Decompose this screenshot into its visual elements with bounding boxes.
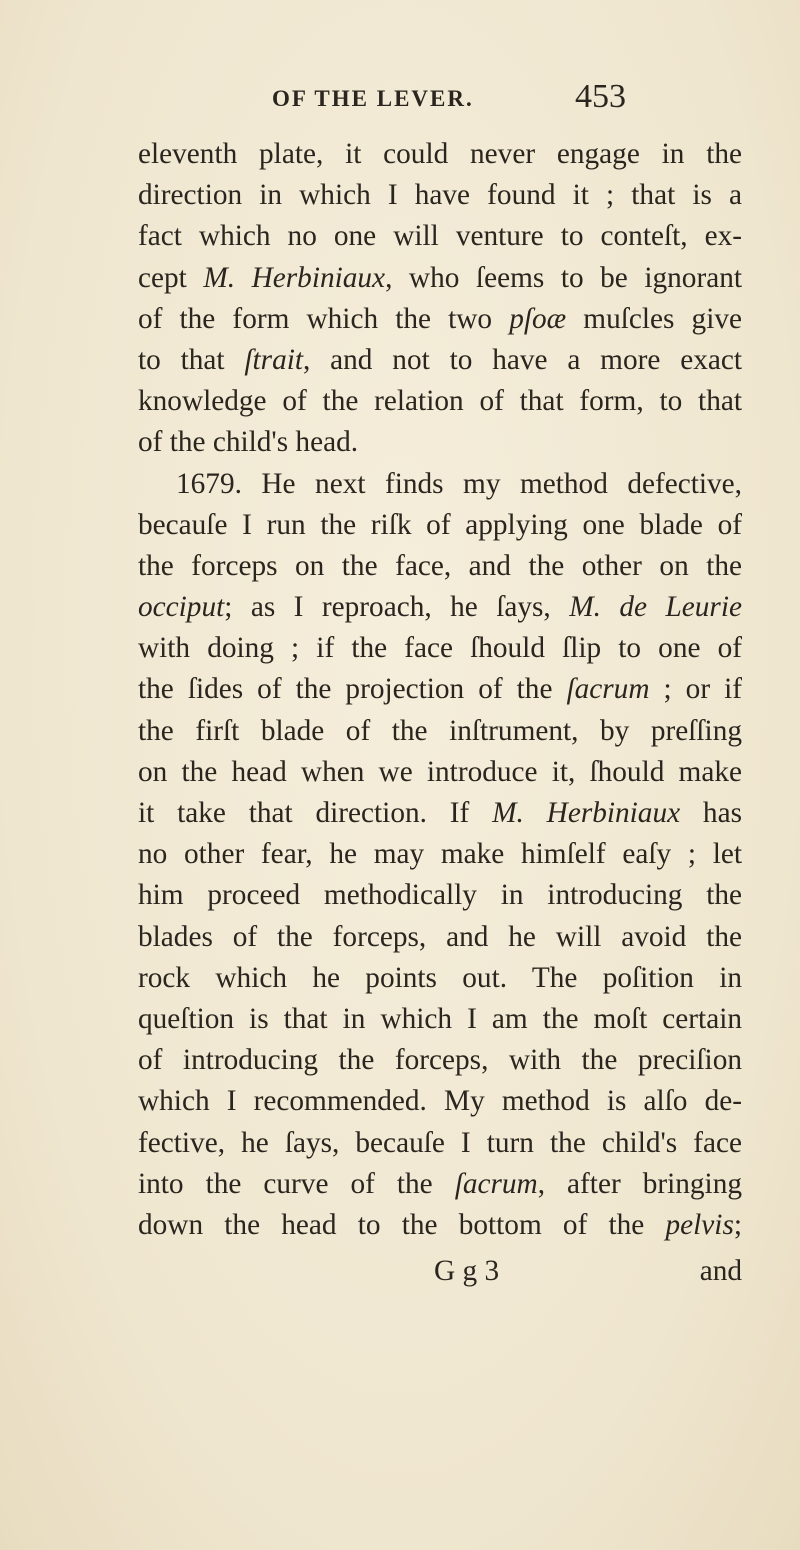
text-run: it take that direction. If: [138, 797, 493, 829]
text-run: , who ſeems to be ignorant: [385, 261, 742, 294]
text-run: no other fear, he may make himſelf eaſy ; let: [138, 838, 742, 871]
text-line: [138, 1205, 742, 1246]
text-line: [138, 546, 742, 587]
italic-text: ſacrum: [566, 673, 650, 706]
italic-text: occiput: [138, 591, 225, 624]
text-run: rock which he points out. The poſition in: [138, 961, 742, 994]
text-line: [138, 505, 742, 546]
text-run: of the child's head.: [138, 426, 359, 459]
text-run: to that: [138, 343, 245, 376]
text-run: , after bringing: [537, 1167, 742, 1200]
text-line: [138, 1081, 742, 1122]
running-title: OF THE LEVER.: [272, 86, 474, 111]
text-line: [138, 669, 742, 710]
text-line: [138, 752, 742, 793]
text-line: [138, 793, 742, 834]
text-run: knowledge of the relation of that form, to that: [138, 385, 742, 418]
text-run: him proceed methodically in introducing the: [138, 879, 742, 912]
text-run: the forceps on the face, and the other on the: [138, 549, 742, 582]
text-line: [138, 958, 742, 999]
text-line: [138, 711, 742, 752]
signature-mark: G g 3: [434, 1255, 500, 1287]
text-run: fective, he ſays, becauſe I turn the child's face: [138, 1126, 742, 1159]
text-line: [138, 340, 742, 381]
text-run: muſcles give: [566, 302, 742, 335]
italic-text: ſacrum: [454, 1167, 538, 1200]
text-line: [138, 1164, 742, 1205]
italic-text: pelvis: [665, 1208, 734, 1241]
text-run: has: [680, 797, 742, 829]
text-run: the ſides of the projection of the: [138, 673, 567, 706]
text-line: [138, 628, 742, 669]
text-line: [138, 381, 742, 422]
page-number: 453: [575, 78, 626, 115]
text-run: which I recommended. My method is alſo de-: [138, 1085, 742, 1118]
text-line: [138, 134, 742, 175]
text-run: ;: [733, 1208, 742, 1241]
text-run: of introducing the forceps, with the preciſion: [138, 1044, 742, 1077]
text-run: , and not to have a more exact: [303, 343, 742, 376]
text-run: of the form which the two: [138, 302, 510, 335]
italic-text: ſtrait: [244, 343, 303, 376]
text-line: [138, 216, 742, 257]
text-run: the firſt blade of the inſtrument, by preſſing: [138, 714, 742, 747]
text-run: down the head to the bottom of the: [138, 1208, 666, 1241]
text-run: direction in which I have found it ; that is a: [138, 179, 742, 212]
text-line: [138, 1123, 742, 1164]
text-line: [138, 999, 742, 1040]
text-run: with doing ; if the face ſhould ſlip to one of: [138, 632, 742, 665]
text-line: [138, 464, 742, 505]
italic-text: M. Herbiniaux: [203, 261, 386, 294]
text-run: on the head when we introduce it, ſhould make: [138, 755, 742, 788]
text-run: cept: [138, 261, 204, 294]
text-run: becauſe I run the riſk of applying one blade of: [138, 508, 742, 541]
text-line: [138, 258, 742, 299]
italic-text: pſoæ: [509, 302, 567, 335]
text-line: [138, 175, 742, 216]
text-run: 1679. He next finds my method defective,: [176, 467, 742, 500]
text-line: [138, 587, 742, 628]
text-run: ; as I reproach, he ſays,: [224, 591, 570, 624]
running-head: [0, 78, 800, 128]
italic-text: M. de Leurie: [569, 591, 742, 624]
text-run: fact which no one will venture to conteſt, ex-: [138, 220, 742, 253]
text-run: queſtion is that in which I am the moſt certain: [138, 1002, 742, 1035]
text-line: [138, 917, 742, 958]
text-line: [138, 834, 742, 875]
text-line: [138, 422, 742, 463]
text-run: eleventh plate, it could never engage in the: [138, 138, 742, 170]
footer-line: [138, 1255, 742, 1297]
text-line: [138, 875, 742, 916]
text-run: ; or if: [649, 673, 743, 706]
italic-text: M. Herbiniaux: [492, 797, 681, 829]
text-line: [138, 299, 742, 340]
body-text: [138, 134, 742, 1246]
text-run: into the curve of the: [138, 1167, 455, 1200]
catchword: and: [699, 1255, 742, 1287]
text-line: [138, 1040, 742, 1081]
text-run: blades of the forceps, and he will avoid the: [138, 920, 742, 953]
